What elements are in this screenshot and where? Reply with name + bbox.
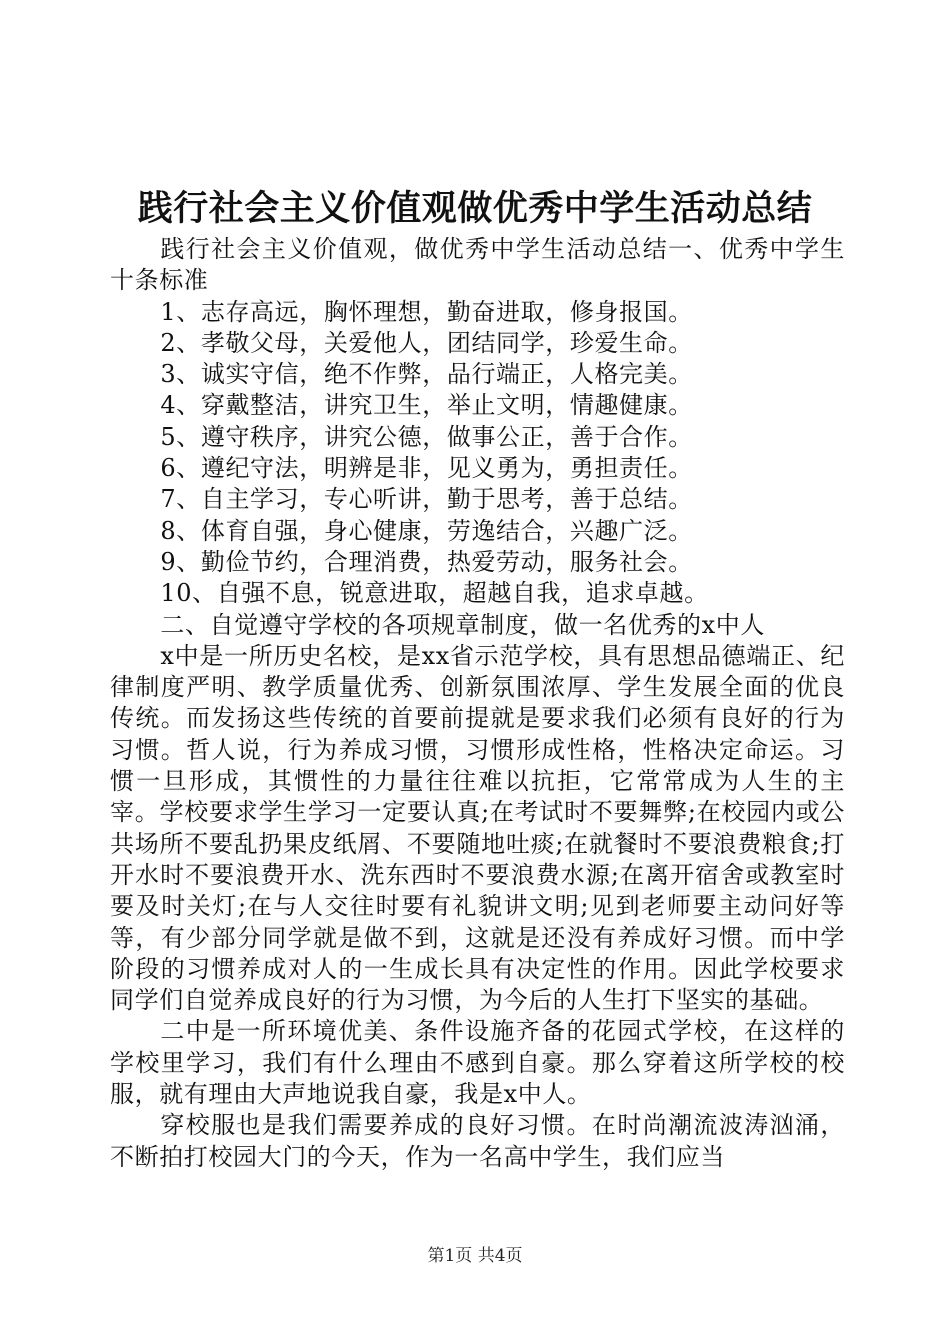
document-body [110, 234, 845, 1173]
standard-item-10: 10、自强不息，锐意进取，超越自我，追求卓越。 [160, 579, 709, 608]
standard-item-9: 9、勤俭节约，合理消费，热爱劳动，服务社会。 [160, 547, 693, 576]
standard-item-7: 7、自主学习，专心听讲，勤于思考，善于总结。 [160, 485, 693, 514]
body-paragraph-3: 穿校服也是我们需要养成的良好习惯。在时尚潮流波涛汹涌，不断拍打校园大门的今天，作为一名高中学生，我们应当 [110, 1111, 845, 1171]
standard-item-6: 6、遵纪守法，明辨是非，见义勇为，勇担责任。 [160, 454, 693, 483]
section-2-heading: 二、自觉遵守学校的各项规章制度，做一名优秀的x中人 [160, 610, 765, 639]
standard-item-5: 5、遵守秩序，讲究公德，做事公正，善于合作。 [160, 422, 693, 451]
page-number-indicator: 第1页 共4页 [427, 1246, 523, 1266]
standard-item-8: 8、体育自强，身心健康，劳逸结合，兴趣广泛。 [160, 516, 693, 545]
standard-item-1: 1、志存高远，胸怀理想，勤奋进取，修身报国。 [160, 297, 693, 326]
standard-item-3: 3、诚实守信，绝不作弊，品行端正，人格完美。 [160, 360, 693, 389]
page-footer [0, 1244, 950, 1268]
standard-item-4: 4、穿戴整洁，讲究卫生，举止文明，情趣健康。 [160, 391, 693, 420]
intro-paragraph: 践行社会主义价值观，做优秀中学生活动总结一、优秀中学生十条标准 [110, 235, 845, 295]
body-paragraph-1: x中是一所历史名校，是xx省示范学校，具有思想品德端正、纪律制度严明、教学质量优秀、创新氛围浓厚、学生发展全面的优良传统。而发扬这些传统的首要前提就是要求我们必须有良好的行为习惯。哲人说，行为养成习惯，习惯形成性格，性格决定命运。习惯一旦形成，其惯性的力量往往难以抗拒，它常常成为人生的主宰。学校要求学生学习一定要认真;在考试时不要舞弊;在校园内或公共场所不要乱扔果皮纸屑、不要随地吐痰;在就餐时不要浪费粮食;打开水时不要浪费开水、洗东西时不要浪费水源;在离开宿舍或教室时要及时关灯;在与人交往时要有礼貌讲文明;见到老师要主动问好等等，有少部分同学就是做不到，这就是还没有养成好习惯。而中学阶段的习惯养成对人的一生成长具有决定性的作用。因此学校要求同学们自觉养成良好的行为习惯，为今后的人生打下坚实的基础。 [110, 641, 845, 1015]
document-title: 践行社会主义价值观做优秀中学生活动总结 [137, 188, 813, 229]
standard-item-2: 2、孝敬父母，关爱他人，团结同学，珍爱生命。 [160, 328, 693, 357]
body-paragraph-2: 二中是一所环境优美、条件设施齐备的花园式学校，在这样的学校里学习，我们有什么理由不感到自豪。那么穿着这所学校的校服，就有理由大声地说我自豪，我是x中人。 [110, 1017, 845, 1109]
